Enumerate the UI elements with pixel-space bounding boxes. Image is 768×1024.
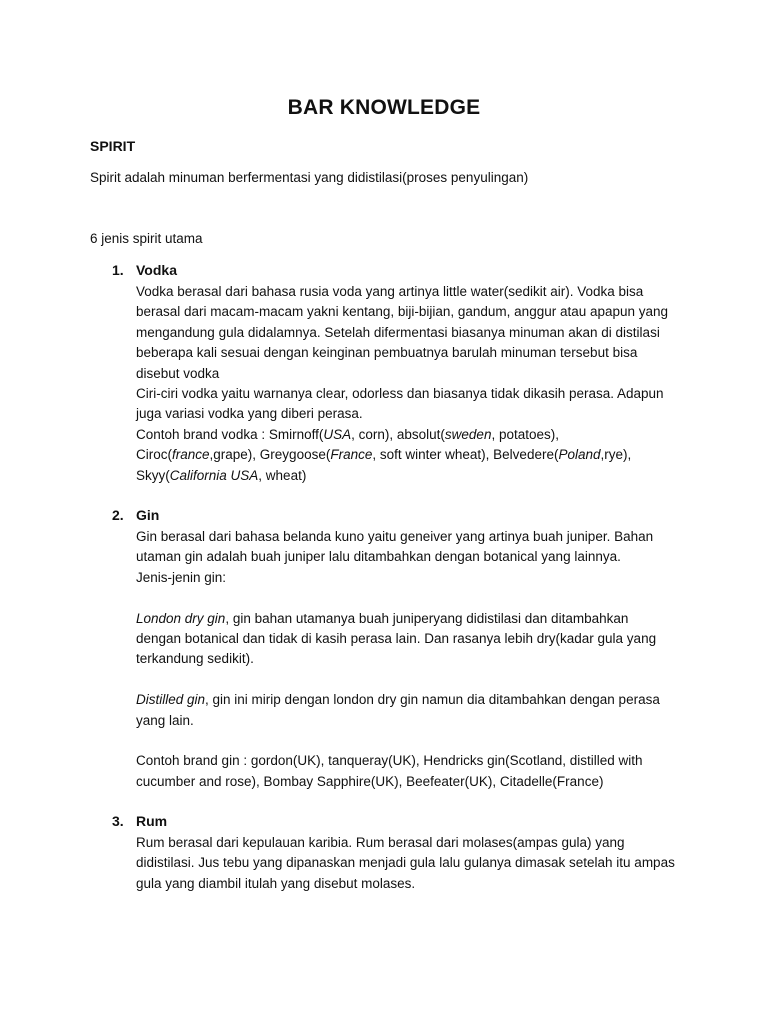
list-item-number: 1. [112,262,124,278]
list-item-body [136,282,676,486]
gin-type-text: , gin ini mirip dengan london dry gin namun dia ditambahkan dengan perasa yang lain. [136,692,660,728]
list-item-number: 3. [112,813,124,829]
brand-origin: sweden [444,426,492,442]
gin-type-london-dry [136,609,676,670]
section-heading: SPIRIT [90,138,136,154]
brand-origin: USA [323,426,352,442]
brands-text: , potatoes), Ciroc( [136,426,560,463]
spacer [136,670,676,690]
intro-paragraph: Spirit adalah minuman berfermentasi yang didistilasi(proses penyulingan) [90,170,529,185]
rum-origin-paragraph: Rum berasal dari kepulauan karibia. Rum berasal dari molases(ampas gula) yang didistilasi. Jus tebu yang dipanaskan menjadi gula lalu gulanya dimasak setelah itu ampas gula yang diambil itulah yang disebut molases. [136,835,675,891]
gin-brands-paragraph: Contoh brand gin : gordon(UK), tanqueray(UK), Hendricks gin(Scotland, distilled with cucumber and rose), Bombay Sapphire(UK), Beefeater(UK), Citadelle(France) [136,753,643,789]
list-item-title: Rum [136,813,168,829]
list-intro: 6 jenis spirit utama [90,231,203,246]
brands-text: ,rye), Skyy( [136,447,632,483]
gin-type-name: London dry gin [136,610,226,626]
brands-text: , wheat) [258,467,307,483]
list-item-body [136,833,676,894]
brand-origin: France [330,447,373,463]
gin-types-label: Jenis-jenin gin: [136,569,227,585]
vodka-traits-paragraph: Ciri-ciri vodka yaitu warnanya clear, odorless dan biasanya tidak dikasih perasa. Adapun juga variasi vodka yang diberi perasa. [136,386,664,422]
brand-origin: California USA [169,467,259,483]
spacer [136,588,676,608]
gin-type-distilled [136,690,676,731]
gin-type-name: Distilled gin [136,692,206,708]
brand-origin: france [172,447,210,463]
brand-origin: Poland [558,447,601,463]
brands-text: , soft winter wheat), Belvedere( [372,447,559,463]
spacer [136,731,676,751]
vodka-origin-paragraph: Vodka berasal dari bahasa rusia voda yang artinya little water(sedikit air). Vodka bisa berasal dari macam-macam yakni kentang, biji-bijian, gandum, anggur atau apapun yang mengandung gula didalamnya. Setelah difermentasi biasanya minuman akan di distilasi beberapa kali sesuai dengan keinginan pembuatnya barulah minuman tersebut bisa disebut vodka [136,284,669,381]
gin-type-text: , gin bahan utamanya buah juniperyang didistilasi dan ditambahkan dengan botanical dan tidak di kasih perasa lain. Dan rasanya lebih dry(kadar gula yang terkandung sedikit). [136,610,657,667]
brands-text: ,grape), Greygoose( [209,447,331,463]
document-title: BAR KNOWLEDGE [287,96,481,119]
vodka-brands-paragraph [136,425,676,486]
gin-origin-paragraph: Gin berasal dari bahasa belanda kuno yaitu geneiver yang artinya buah juniper. Bahan utaman gin adalah buah juniper lalu ditambahkan dengan botanical yang lainnya. [136,529,654,565]
brands-text: Contoh brand vodka : Smirnoff( [136,426,324,442]
list-item-body [136,527,676,792]
list-item-title: Gin [136,507,160,523]
list-item-number: 2. [112,507,124,523]
brands-text: , corn), absolut( [351,426,445,442]
list-item-title: Vodka [136,262,177,278]
